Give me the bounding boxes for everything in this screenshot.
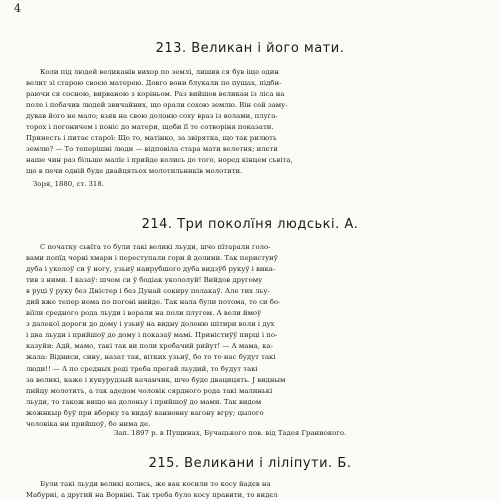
- section-213-source: Зоря, 1880, ст. 318.: [33, 180, 104, 188]
- text-line: жожнкыр буў при вборку та видаў ванновну вагону вгру; цылого: [26, 408, 264, 417]
- text-line: Мабуриі, а другий на Ворвіні. Так треба було косу правити, то видєл: [26, 491, 278, 500]
- text-line: в руці ў руку без Дністер і без Дунай сокиру полакаў. Але тих льу-: [26, 287, 270, 296]
- text-line: за великі, каже і кукурудзый качанчик, шчо буде двацицять. Ј видным: [26, 375, 286, 384]
- text-line: тив з ними. І казаў: шчом си ў бодіак укололуй! Вийдов другому: [26, 276, 263, 285]
- text-line: С початку сьвїта то були такі великі льуди, шчо пїтарали голо-: [40, 243, 271, 251]
- text-line: чоловіка ни прийшоў, бо нима де.: [26, 419, 151, 428]
- section-214-source: Зап. 1897 р. в Пущинах, Бучацького пов. від Тадея Граниокого.: [114, 429, 347, 437]
- section-214-title: 214. Три поколїня людські. А.: [141, 217, 359, 232]
- text-line: велит зі старою своєю матерею. Довго вони блукали по пущах, підби-: [26, 79, 282, 88]
- text-line: дуба і уколоў си ў ногу, узьиў наирубшого дуба видзўб рукуў і вика-: [26, 265, 276, 274]
- section-213-body: [26, 67, 476, 177]
- text-line: з далекої дороги до дому і узьиў на видну долоню шітири воли і дух: [26, 320, 275, 329]
- text-line: Були такі льуди великі колись, же вак косили то косу йадєв на: [40, 480, 271, 488]
- section-215-body: [26, 479, 476, 501]
- text-line: віїли средного рода льуди і ворали на поли плугом. А вели ймоў: [26, 309, 262, 318]
- text-line: люди!! — А по средных роді треба прегай льудий, то будут такі: [26, 364, 258, 373]
- text-line: наше чин раз більше малїє і прийде колись до того, норед кінцем сьвіта,: [26, 156, 293, 165]
- text-line: торох і погоничем і поніс до матери, щоби її те сотворіня показати.: [26, 123, 274, 132]
- text-line: що в печи одній буде двайцятьох молотильників молотити.: [26, 167, 243, 176]
- page-number: 4: [14, 2, 21, 15]
- text-line: раючи ся сосною, вирваною з коріньом. Раз вийшов великан із ліса на: [26, 90, 285, 99]
- text-line: поле і побачив людей звичайних, що орали сохою землю. Він сей заму-: [26, 101, 288, 110]
- text-line: льуди, то також вищо на долоньу і прийшоў до мами. Так видом: [26, 397, 262, 406]
- section-215-title: 215. Великани і ліліпути. Б.: [148, 456, 352, 471]
- text-line: пийцу молотить, а так адедом чоловік сярдного рода такі малинькі: [26, 386, 273, 395]
- text-line: землю? — То теперішні люди — відповіла стара мати велетня; илєти: [26, 145, 278, 154]
- text-line: казуйи: Адй, мамо, такі так ви поли хробачий рийут! — А мама, ка-: [26, 342, 273, 351]
- text-line: жала: Відниси, сину, назат так, вітких узьиў, бо то то нас будут такі: [26, 353, 276, 362]
- section-213-title: 213. Великан і його мати.: [155, 41, 345, 56]
- text-line: Коли під людей великанів вихор по землі, лишив ся був іще один: [40, 68, 279, 76]
- text-line: вами попїд чорні хмари і переступали гори й долини. Так перистуиў: [26, 254, 278, 263]
- text-line: дував його не мало; взяв на свою долоню соху враз із волами, плуга-: [26, 112, 278, 121]
- text-line: Принесть і питає старої: Що то, матінко, за звірятка, що так рилють: [26, 134, 277, 143]
- section-214-body: [26, 242, 476, 430]
- text-line: і два льуди і прийшоў до дому і показаў мамі. Приністиўў пирці і по-: [26, 331, 278, 340]
- text-line: дий вже тепер нема по погоні нийде. Так нала були потома, то си бо-: [26, 298, 281, 307]
